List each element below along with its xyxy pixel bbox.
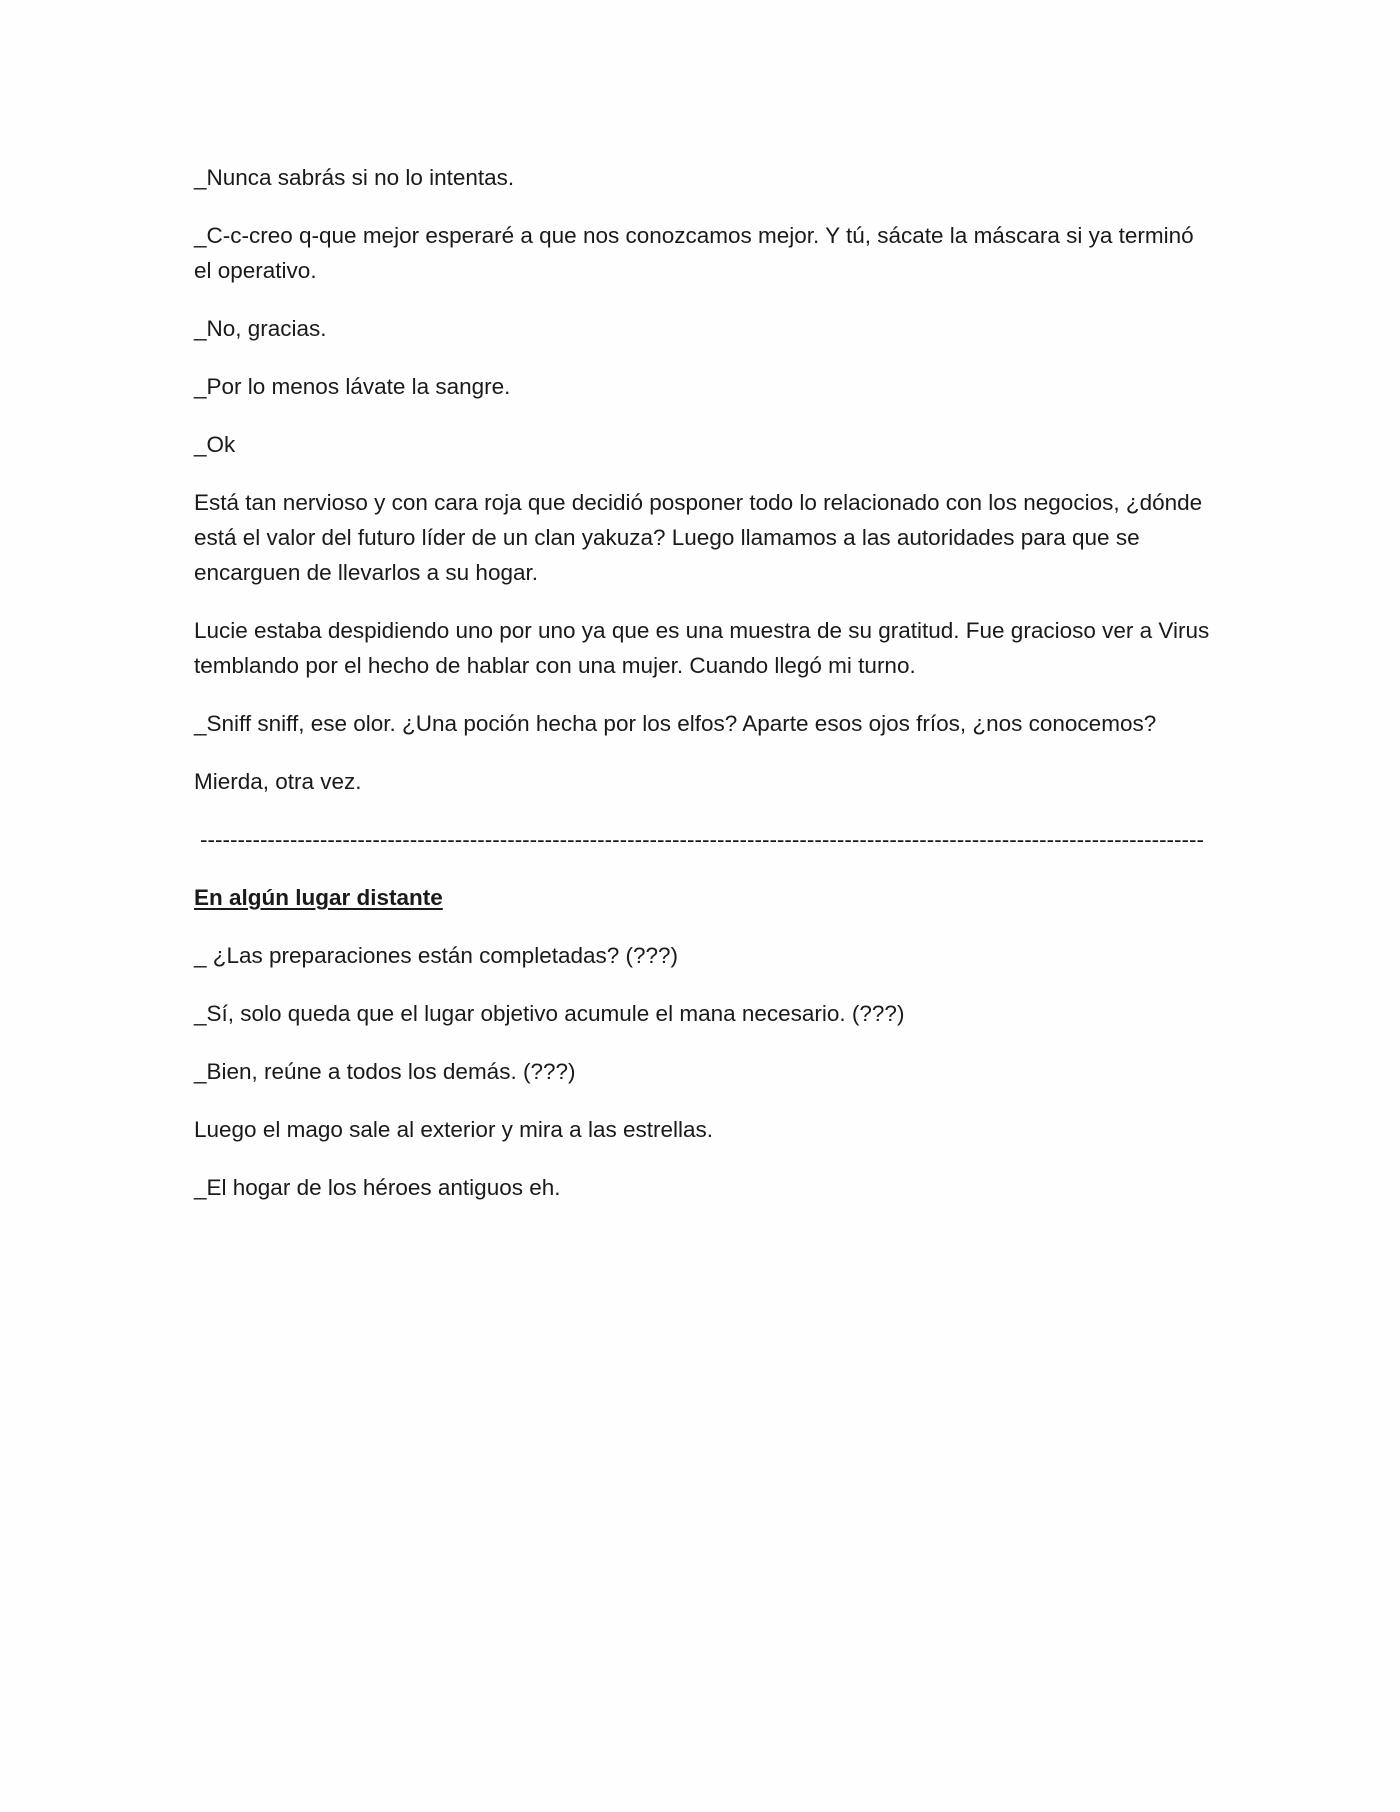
dialogue-line: _Sí, solo queda que el lugar objetivo acumule el mana necesario. (???) — [194, 1001, 905, 1026]
dialogue-line: _Nunca sabrás si no lo intentas. — [194, 165, 515, 190]
document-body — [194, 160, 1214, 1228]
dialogue-line: _El hogar de los héroes antiguos eh. — [194, 1175, 561, 1200]
narrative-paragraph: Luego el mago sale al exterior y mira a las estrellas. — [194, 1117, 713, 1142]
narrative-paragraph: Mierda, otra vez. — [194, 769, 362, 794]
dialogue-line: _Por lo menos lávate la sangre. — [194, 374, 511, 399]
dialogue-line: _Sniff sniff, ese olor. ¿Una poción hecha por los elfos? Aparte esos ojos fríos, ¿nos conocemos? — [194, 711, 1157, 736]
narrative-paragraph: Está tan nervioso y con cara roja que decidió posponer todo lo relacionado con los negocios, ¿dónde está el valor del futuro líder de un clan yakuza? Luego llamamos a las autoridades para que se encarguen de llevarlos a su hogar. — [194, 490, 1203, 585]
dialogue-line: _Ok — [194, 432, 236, 457]
section-heading: En algún lugar distante — [194, 885, 443, 910]
dialogue-line: _Bien, reúne a todos los demás. (???) — [194, 1059, 576, 1084]
section-separator: -------------------------------------------------------------------------------------------------------------------------------------- — [200, 827, 1204, 852]
dialogue-line: _C-c-creo q-que mejor esperaré a que nos conozcamos mejor. Y tú, sácate la máscara si ya terminó el operativo. — [194, 223, 1194, 283]
dialogue-line: _ ¿Las preparaciones están completadas? (???) — [194, 943, 679, 968]
narrative-paragraph: Lucie estaba despidiendo uno por uno ya que es una muestra de su gratitud. Fue gracioso ver a Virus temblando por el hecho de hablar con una mujer. Cuando llegó mi turno. — [194, 618, 1210, 678]
dialogue-line: _No, gracias. — [194, 316, 327, 341]
